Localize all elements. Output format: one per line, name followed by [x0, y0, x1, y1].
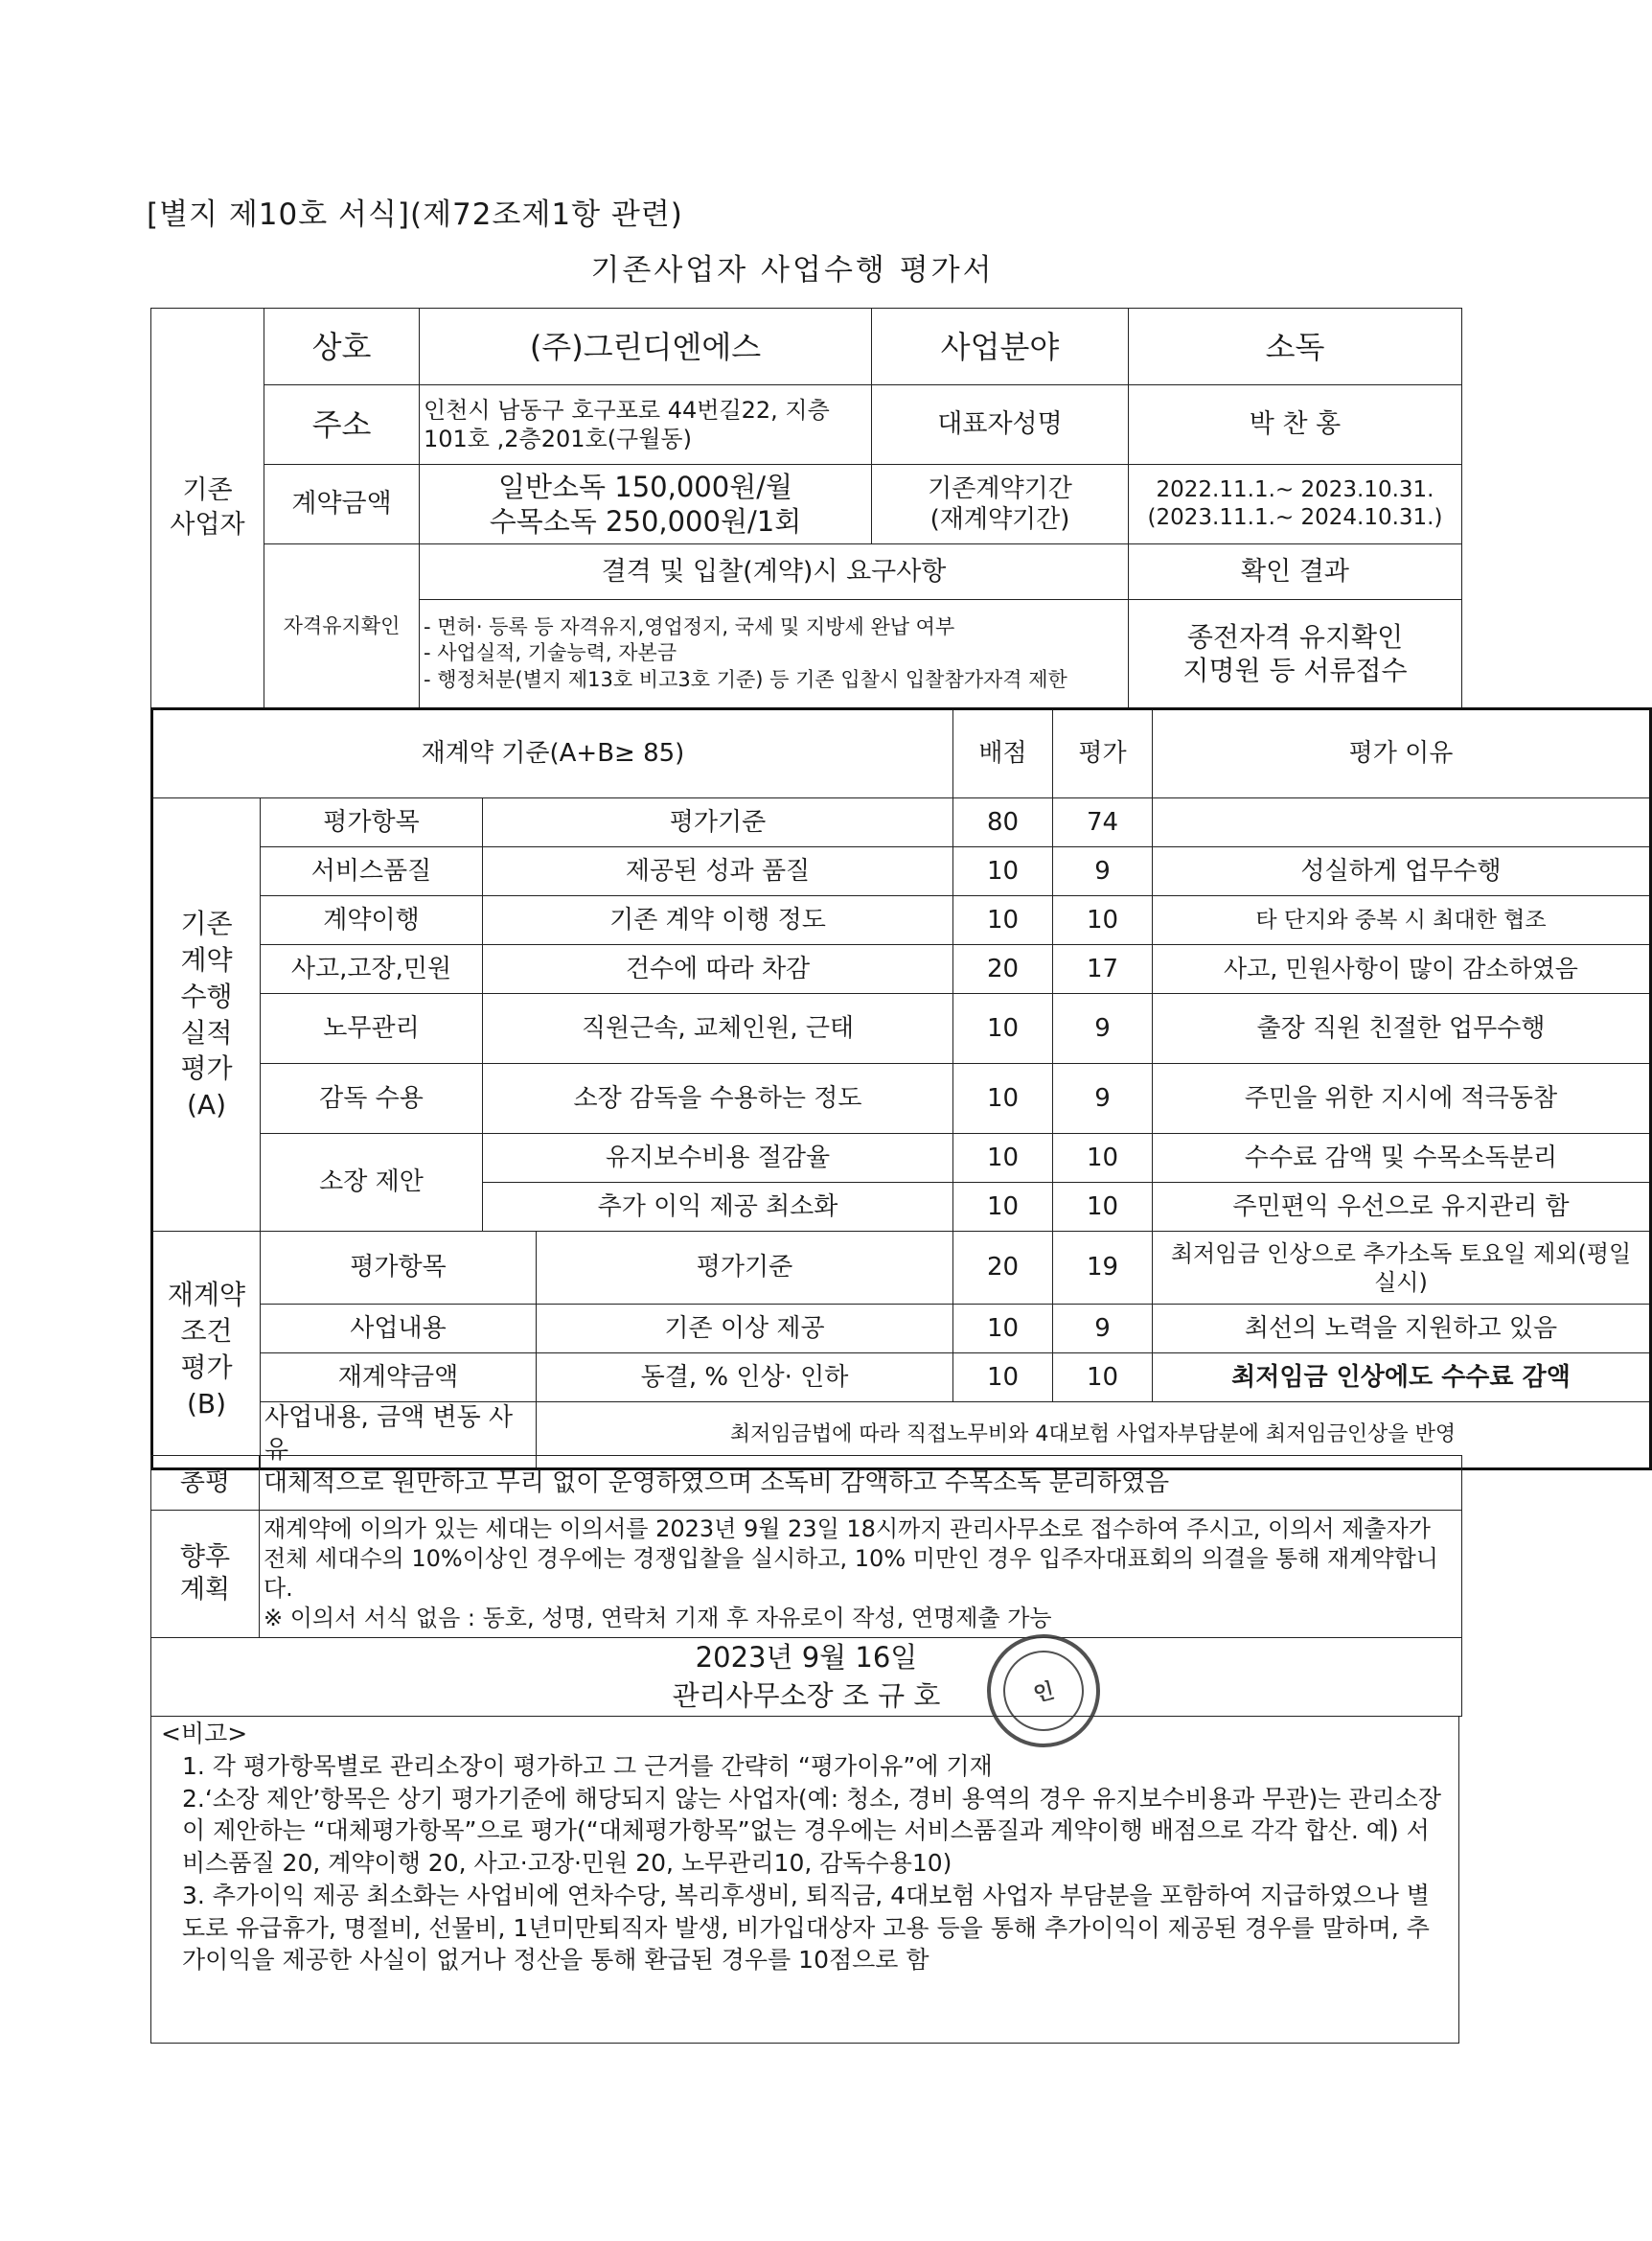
- b-eval-total: 19: [1053, 1232, 1153, 1305]
- score-header: 배점: [953, 709, 1053, 798]
- evaluation-table: [150, 707, 1652, 1470]
- b-eval: 9: [1053, 1305, 1153, 1353]
- a-reason: 주민을 위한 지시에 적극동참: [1153, 1064, 1651, 1134]
- contractor-info-table: [150, 308, 1462, 708]
- eval-header: 평가: [1053, 709, 1153, 798]
- requirements-header: 결격 및 입찰(계약)시 요구사항: [420, 544, 1129, 600]
- recontract-criteria: 재계약 기준(A+B≥ 85): [152, 709, 953, 798]
- change-reason: 최저임금법에 따라 직접노무비와 4대보험 사업자부담분에 최저임금인상을 반영: [537, 1402, 1651, 1469]
- result-header: 확인 결과: [1129, 544, 1462, 600]
- a-standard: 소장 감독을 수용하는 정도: [483, 1064, 953, 1134]
- b-item: 사업내용: [261, 1305, 537, 1353]
- proposal-item: 소장 제안: [261, 1134, 483, 1232]
- a-eval: 9: [1053, 994, 1153, 1064]
- a-standard: 제공된 성과 품질: [483, 847, 953, 896]
- a-item: 서비스품질: [261, 847, 483, 896]
- b-reason: 최저임금 인상으로 추가소독 토요일 제외(평일 실시): [1153, 1232, 1651, 1305]
- b-item: 재계약금액: [261, 1353, 537, 1402]
- b-reason: 최선의 노력을 지원하고 있음: [1153, 1305, 1651, 1353]
- verification-result: 종전자격 유지확인 지명원 등 서류접수: [1129, 600, 1462, 708]
- a-standard: 기존 계약 이행 정도: [483, 896, 953, 945]
- a-eval: 9: [1053, 1064, 1153, 1134]
- proposal-score: 10: [953, 1183, 1053, 1232]
- a-standard: 건수에 따라 차감: [483, 945, 953, 994]
- a-eval-total: 74: [1053, 798, 1153, 847]
- section-a-label: 기존 계약 수행 실적 평가 (A): [152, 798, 261, 1232]
- b-score: 10: [953, 1305, 1053, 1353]
- reason-header: 평가 이유: [1153, 709, 1651, 798]
- section-b-label: 재계약 조건 평가 (B): [152, 1232, 261, 1469]
- amount-label: 계약금액: [264, 465, 420, 544]
- signature-date: 2023년 9월 16일: [695, 1641, 918, 1675]
- a-eval: 17: [1053, 945, 1153, 994]
- a-item: 노무관리: [261, 994, 483, 1064]
- address-label: 주소: [264, 385, 420, 465]
- summary-text: 대체적으로 원만하고 무리 없이 운영하였으며 소독비 감액하고 수목소독 분리하였음: [260, 1456, 1462, 1511]
- proposal-score: 10: [953, 1134, 1053, 1183]
- plan-label: 향후 계획: [151, 1511, 260, 1638]
- a-reason: 출장 직원 친절한 업무수행: [1153, 994, 1651, 1064]
- name-label: 상호: [264, 309, 420, 385]
- form-reference: [별지 제10호 서식](제72조제1항 관련): [147, 197, 683, 232]
- field-label: 사업분야: [872, 309, 1129, 385]
- proposal-eval: 10: [1053, 1134, 1153, 1183]
- proposal-reason: 수수료 감액 및 수목소독분리: [1153, 1134, 1651, 1183]
- contract-amount: 일반소독 150,000원/월 수목소독 250,000원/1회: [420, 465, 872, 544]
- a-item: 계약이행: [261, 896, 483, 945]
- a-eval: 9: [1053, 847, 1153, 896]
- b-score-total: 20: [953, 1232, 1053, 1305]
- summary-label: 총평: [151, 1456, 260, 1511]
- proposal-reason: 주민편익 우선으로 유지관리 함: [1153, 1183, 1651, 1232]
- rep-label: 대표자성명: [872, 385, 1129, 465]
- a-score: 10: [953, 847, 1053, 896]
- a-item: 감독 수용: [261, 1064, 483, 1134]
- a-score: 20: [953, 945, 1053, 994]
- note-item: 1. 각 평가항목별로 관리소장이 평가하고 그 근거를 간략히 “평가이유”에 기재: [182, 1751, 993, 1780]
- b-standard: 기존 이상 제공: [537, 1305, 953, 1353]
- requirements-list: - 면허· 등록 등 자격유지,영업정지, 국세 및 지방세 완납 여부 - 사업실적, 기술능력, 자본금 - 행정처분(별지 제13호 비고3호 기준) 등 기존 입찰시 입찰참가자격 제한: [420, 600, 1129, 708]
- b-score: 10: [953, 1353, 1053, 1402]
- b-standard-header: 평가기준: [537, 1232, 953, 1305]
- seal-mark: 인: [995, 1642, 1092, 1740]
- summary-table: [150, 1455, 1462, 1717]
- b-eval: 10: [1053, 1353, 1153, 1402]
- a-reason: 타 단지와 중복 시 최대한 협조: [1153, 896, 1651, 945]
- document-title: 기존사업자 사업수행 평가서: [590, 253, 995, 288]
- representative-name: 박 찬 홍: [1129, 385, 1462, 465]
- business-field: 소독: [1129, 309, 1462, 385]
- b-reason: 최저임금 인상에도 수수료 감액: [1153, 1353, 1651, 1402]
- contract-period: 2022.11.1.~ 2023.10.31. (2023.11.1.~ 2024.10.31.): [1129, 465, 1462, 544]
- proposal-standard: 유지보수비용 절감율: [483, 1134, 953, 1183]
- a-score: 10: [953, 994, 1053, 1064]
- a-score-total: 80: [953, 798, 1053, 847]
- a-item-header: 평가항목: [261, 798, 483, 847]
- section-existing-label: 기존 사업자: [151, 309, 264, 708]
- a-score: 10: [953, 896, 1053, 945]
- a-reason: 사고, 민원사항이 많이 감소하였음: [1153, 945, 1651, 994]
- period-label: 기존계약기간 (재계약기간): [872, 465, 1129, 544]
- a-item: 사고,고장,민원: [261, 945, 483, 994]
- a-standard: 직원근속, 교체인원, 근태: [483, 994, 953, 1064]
- a-standard-header: 평가기준: [483, 798, 953, 847]
- plan-text: 재계약에 이의가 있는 세대는 이의서를 2023년 9월 23일 18시까지 관리사무소로 접수하여 주시고, 이의서 제출자가 전체 세대수의 10%이상인 경우에는 경쟁입찰을 실시하고, 10% 미만인 경우 입주자대표회의 의결을 통해 재계약합니다.: [264, 1514, 1438, 1602]
- a-eval: 10: [1053, 896, 1153, 945]
- qualification-label: 자격유지확인: [264, 544, 420, 708]
- a-reason: 성실하게 업무수행: [1153, 847, 1651, 896]
- proposal-standard: 추가 이익 제공 최소화: [483, 1183, 953, 1232]
- address: 인천시 남동구 호구포로 44번길22, 지층101호 ,2층201호(구월동): [420, 385, 872, 465]
- notes-heading: <비고>: [161, 1720, 248, 1747]
- notes-section: [150, 1716, 1459, 2044]
- plan-note: ※ 이의서 서식 없음 : 동호, 성명, 연락처 기재 후 자유로이 작성, 연명제출 가능: [264, 1605, 1052, 1632]
- b-standard: 동결, % 인상· 인하: [537, 1353, 953, 1402]
- proposal-eval: 10: [1053, 1183, 1153, 1232]
- a-score: 10: [953, 1064, 1053, 1134]
- note-item: 2.‘소장 제안’항목은 상기 평가기준에 해당되지 않는 사업자(예: 청소, 경비 용역의 경우 유지보수비용과 무관)는 관리소장이 제안하는 “대체평가항목”으로 평가(“대체평가항목”없는 경우에는 서비스품질과 계약이행 배점으로 각각 합산. 예) 서비스품질 20, 계약이행 20, 사고·고장·민원 20, 노무관리10, 감독수용10): [182, 1784, 1441, 1877]
- a-reason-empty: [1153, 798, 1651, 847]
- signature-name: 관리사무소장 조 규 호: [672, 1678, 941, 1712]
- change-reason-label: 사업내용, 금액 변동 사유: [261, 1402, 537, 1469]
- company-name: (주)그린디엔에스: [420, 309, 872, 385]
- note-item: 3. 추가이익 제공 최소화는 사업비에 연차수당, 복리후생비, 퇴직금, 4대보험 사업자 부담분을 포함하여 지급하였으나 별도로 유급휴가, 명절비, 선물비, 1년미만퇴직자 발생, 비가입대상자 고용 등을 통해 추가이익이 제공된 경우를 말하며, 추가이익을 제공한 사실이 없거나 정산을 통해 환급된 경우를 10점으로 함: [182, 1881, 1430, 1975]
- b-item-header: 평가항목: [261, 1232, 537, 1305]
